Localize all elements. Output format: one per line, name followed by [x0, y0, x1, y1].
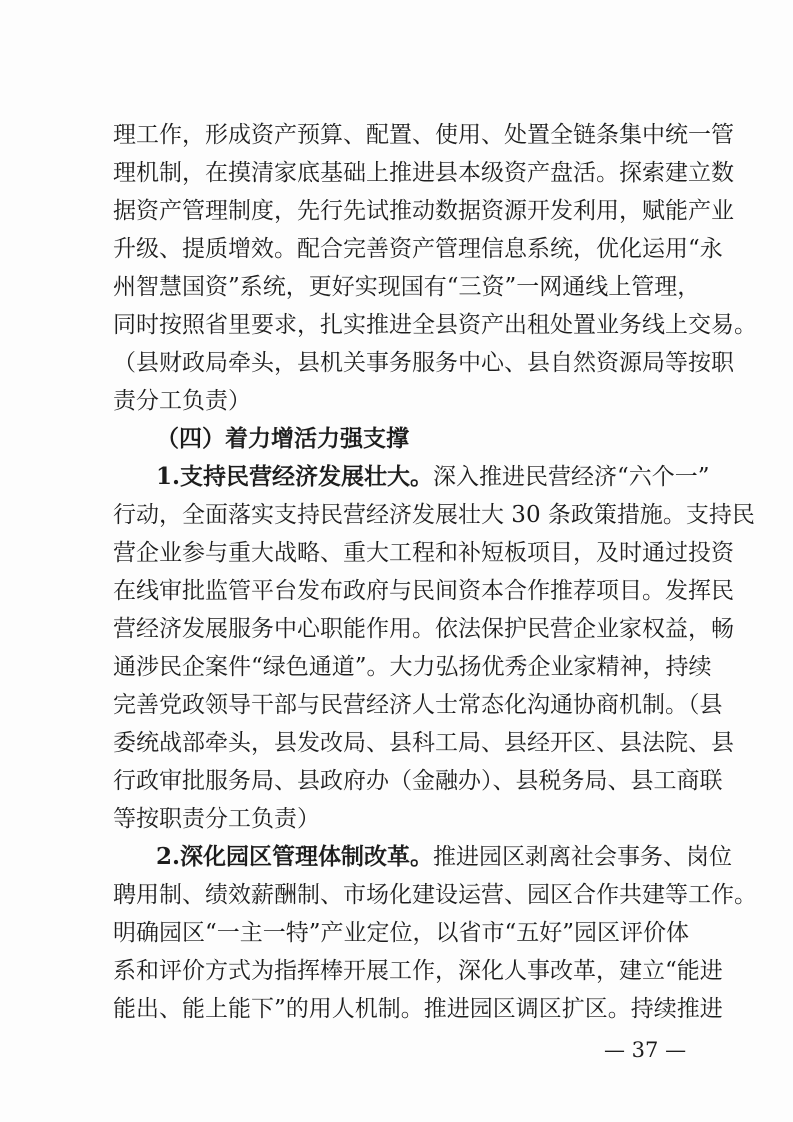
item-text: 推进园区剥离社会事务、岗位	[433, 844, 733, 870]
paragraph-line: 系和评价方式为指挥棒开展工作，深化人事改革，建立“能进	[113, 958, 723, 984]
item-first-line	[156, 843, 733, 871]
item-title: 1.支持民营经济发展壮大。	[156, 463, 434, 490]
item-first-line	[156, 463, 710, 491]
paragraph-line: 在线审批监管平台发布政府与民间资本合作推荐项目。发挥民	[113, 578, 734, 604]
section-heading: （四）着力增活力强支撑	[156, 425, 409, 452]
item-text: 深入推进民营经济“六个一”	[433, 464, 710, 490]
paragraph-line: 营经济发展服务中心职能作用。依法保护民营企业家权益，畅	[113, 616, 734, 642]
paragraph-line: 理工作，形成资产预算、配置、使用、处置全链条集中统一管	[113, 122, 734, 148]
paragraph-line: 完善党政领导干部与民营经济人士常态化沟通协商机制。（县	[113, 692, 723, 718]
paragraph-line: 行政审批服务局、县政府办（金融办）、县税务局、县工商联	[113, 768, 723, 794]
paragraph-line: （县财政局牵头，县机关事务服务中心、县自然资源局等按职	[113, 350, 734, 376]
paragraph-line: 营企业参与重大战略、重大工程和补短板项目，及时通过投资	[113, 540, 734, 566]
paragraph-line: 州智慧国资”系统，更好实现国有“三资”一网通线上管理，	[113, 274, 701, 300]
item-title: 2.深化园区管理体制改革。	[156, 843, 434, 870]
paragraph-line: 通涉民企案件“绿色通道”。大力弘扬优秀企业家精神，持续	[113, 654, 712, 680]
paragraph-line: 委统战部牵头，县发改局、县科工局、县经开区、县法院、县	[113, 730, 734, 756]
paragraph-line: 明确园区“一主一特”产业定位，以省市“五好”园区评价体	[113, 920, 690, 946]
paragraph-line: 升级、提质增效。配合完善资产管理信息系统，优化运用“永	[113, 236, 723, 262]
paragraph-line: 聘用制、绩效薪酬制、市场化建设运营、园区合作共建等工作。	[113, 882, 757, 908]
paragraph-line: 同时按照省里要求，扎实推进全县资产出租处置业务线上交易。	[113, 312, 757, 338]
page-number: — 37 —	[604, 1038, 687, 1062]
paragraph-line: 责分工负责）	[113, 388, 251, 414]
paragraph-line: 行动，全面落实支持民营经济发展壮大 30 条政策措施。支持民	[113, 502, 755, 528]
paragraph-line: 据资产管理制度，先行先试推动数据资源开发利用，赋能产业	[113, 198, 734, 224]
paragraph-line: 能出、能上能下”的用人机制。推进园区调区扩区。持续推进	[113, 996, 723, 1022]
paragraph-line: 理机制，在摸清家底基础上推进县本级资产盘活。探索建立数	[113, 160, 734, 186]
paragraph-line: 等按职责分工负责）	[113, 806, 320, 832]
